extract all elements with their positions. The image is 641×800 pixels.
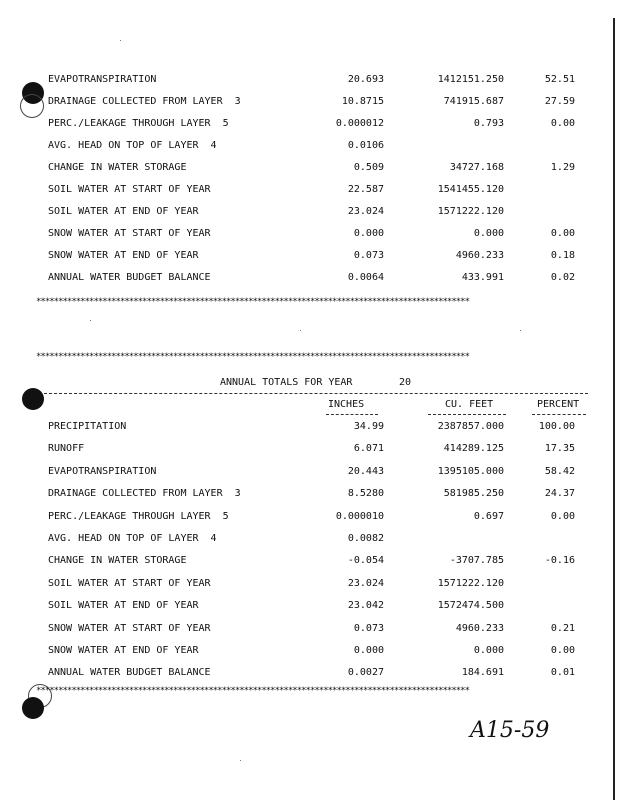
row-label: SOIL WATER AT START OF YEAR bbox=[48, 184, 211, 195]
cuft-value: 1541455.120 bbox=[437, 184, 504, 195]
inches-value: 10.8715 bbox=[341, 96, 384, 107]
row-label: RUNOFF bbox=[48, 443, 85, 455]
percent-value: 24.37 bbox=[544, 488, 575, 500]
row-label: SOIL WATER AT END OF YEAR bbox=[48, 206, 199, 217]
separator-stars: ************************************************************************************************** bbox=[36, 297, 470, 307]
row-label: DRAINAGE COLLECTED FROM LAYER 3 bbox=[48, 488, 241, 500]
scan-speck bbox=[520, 330, 521, 331]
inches-value: 6.071 bbox=[353, 443, 384, 455]
scan-speck bbox=[240, 760, 241, 761]
percent-value: 0.00 bbox=[550, 510, 575, 522]
cuft-value: 4960.233 bbox=[455, 622, 504, 634]
inches-value: 23.024 bbox=[347, 577, 384, 589]
column-headers bbox=[0, 399, 641, 413]
cuft-value: 1572474.500 bbox=[437, 600, 504, 612]
percent-value: 0.01 bbox=[550, 667, 575, 679]
handwritten-page-number: A15-59 bbox=[470, 718, 550, 743]
table-row bbox=[0, 206, 641, 220]
table-row bbox=[0, 140, 641, 154]
inches-value: 22.587 bbox=[347, 184, 384, 195]
row-label: PERC./LEAKAGE THROUGH LAYER 5 bbox=[48, 118, 229, 129]
cuft-value: 0.000 bbox=[473, 228, 504, 239]
annual-year: 20 bbox=[399, 377, 412, 388]
table-row bbox=[0, 511, 641, 525]
cuft-value: 741915.687 bbox=[443, 96, 504, 107]
percent-value: 0.00 bbox=[550, 118, 575, 129]
inches-value: 0.509 bbox=[353, 162, 384, 173]
row-label: PRECIPITATION bbox=[48, 421, 127, 432]
inches-value: 23.042 bbox=[347, 600, 384, 612]
inches-value: 0.000012 bbox=[335, 118, 384, 129]
annual-title-text: ANNUAL TOTALS FOR YEAR bbox=[220, 377, 353, 388]
scan-speck bbox=[120, 40, 121, 41]
row-label: SNOW WATER AT START OF YEAR bbox=[48, 228, 211, 239]
header-rule-percent bbox=[532, 414, 586, 415]
row-label: SNOW WATER AT START OF YEAR bbox=[48, 622, 211, 634]
cuft-value: 184.691 bbox=[461, 667, 504, 679]
cuft-value: 34727.168 bbox=[449, 162, 504, 173]
separator-stars: ************************************************************************************************** bbox=[36, 352, 470, 362]
inches-value: 0.000010 bbox=[335, 510, 384, 522]
cuft-value: 2387857.000 bbox=[437, 421, 504, 432]
table-row bbox=[0, 555, 641, 569]
cuft-value: 581985.250 bbox=[443, 488, 504, 500]
inches-value: 0.0106 bbox=[347, 140, 384, 151]
row-label: PERC./LEAKAGE THROUGH LAYER 5 bbox=[48, 510, 229, 522]
table-row bbox=[0, 228, 641, 242]
row-label: AVG. HEAD ON TOP OF LAYER 4 bbox=[48, 533, 217, 544]
inches-value: 0.0027 bbox=[347, 667, 384, 679]
row-label: ANNUAL WATER BUDGET BALANCE bbox=[48, 667, 211, 679]
col-inches-header: INCHES bbox=[328, 399, 365, 410]
percent-value: 0.00 bbox=[550, 228, 575, 239]
cuft-value: 0.793 bbox=[473, 118, 504, 129]
percent-value: 1.29 bbox=[550, 162, 575, 173]
cuft-value: 414289.125 bbox=[443, 443, 504, 455]
inches-value: 23.024 bbox=[347, 206, 384, 217]
table-row bbox=[0, 600, 641, 614]
table-row bbox=[0, 667, 641, 681]
row-label: CHANGE IN WATER STORAGE bbox=[48, 162, 187, 173]
percent-value: 17.35 bbox=[544, 443, 575, 455]
inches-value: 0.000 bbox=[353, 228, 384, 239]
row-label: EVAPOTRANSPIRATION bbox=[48, 74, 157, 85]
table-row bbox=[0, 162, 641, 176]
inches-value: 8.5280 bbox=[347, 488, 384, 500]
percent-value: -0.16 bbox=[544, 555, 575, 567]
cuft-value: -3707.785 bbox=[449, 555, 504, 567]
table-row bbox=[0, 443, 641, 457]
percent-value: 52.51 bbox=[544, 74, 575, 85]
inches-value: 20.693 bbox=[347, 74, 384, 85]
table-row bbox=[0, 96, 641, 110]
inches-value: 20.443 bbox=[347, 465, 384, 477]
cuft-value: 1571222.120 bbox=[437, 206, 504, 217]
row-label: SOIL WATER AT START OF YEAR bbox=[48, 577, 211, 589]
col-percent-header: PERCENT bbox=[537, 399, 580, 410]
table-row bbox=[0, 74, 641, 88]
row-label: SOIL WATER AT END OF YEAR bbox=[48, 600, 199, 612]
percent-value: 27.59 bbox=[544, 96, 575, 107]
scan-speck bbox=[300, 330, 301, 331]
percent-value: 0.00 bbox=[550, 645, 575, 656]
percent-value: 0.21 bbox=[550, 622, 575, 634]
table-row bbox=[0, 466, 641, 480]
cuft-value: 4960.233 bbox=[455, 250, 504, 261]
inches-value: 0.000 bbox=[353, 645, 384, 656]
inches-value: 0.073 bbox=[353, 622, 384, 634]
table-row bbox=[0, 645, 641, 659]
col-cuft-header: CU. FEET bbox=[445, 399, 494, 410]
percent-value: 58.42 bbox=[544, 465, 575, 477]
row-label: EVAPOTRANSPIRATION bbox=[48, 465, 157, 477]
inches-value: 0.0064 bbox=[347, 272, 384, 283]
row-label: SNOW WATER AT END OF YEAR bbox=[48, 250, 199, 261]
table-row bbox=[0, 272, 641, 286]
title-underline bbox=[44, 393, 588, 394]
header-rule-cuft bbox=[428, 414, 506, 415]
inches-value: 0.073 bbox=[353, 250, 384, 261]
cuft-value: 433.991 bbox=[461, 272, 504, 283]
header-rule-inches bbox=[326, 414, 378, 415]
inches-value: 34.99 bbox=[353, 421, 384, 432]
percent-value: 0.02 bbox=[550, 272, 575, 283]
table-row bbox=[0, 184, 641, 198]
row-label: DRAINAGE COLLECTED FROM LAYER 3 bbox=[48, 96, 241, 107]
table-row bbox=[0, 623, 641, 637]
cuft-value: 1412151.250 bbox=[437, 74, 504, 85]
table-row bbox=[0, 250, 641, 264]
table-row bbox=[0, 533, 641, 547]
row-label: AVG. HEAD ON TOP OF LAYER 4 bbox=[48, 140, 217, 151]
table-row bbox=[0, 118, 641, 132]
scan-speck bbox=[90, 320, 91, 321]
cuft-value: 0.697 bbox=[473, 510, 504, 522]
inches-value: -0.054 bbox=[347, 555, 384, 567]
row-label: SNOW WATER AT END OF YEAR bbox=[48, 645, 199, 656]
cuft-value: 1571222.120 bbox=[437, 577, 504, 589]
cuft-value: 0.000 bbox=[473, 645, 504, 656]
row-label: ANNUAL WATER BUDGET BALANCE bbox=[48, 272, 211, 283]
separator-stars: ************************************************************************************************** bbox=[36, 686, 470, 696]
row-label: CHANGE IN WATER STORAGE bbox=[48, 555, 187, 567]
table-row bbox=[0, 488, 641, 502]
cuft-value: 1395105.000 bbox=[437, 465, 504, 477]
inches-value: 0.0082 bbox=[347, 533, 384, 544]
table-row bbox=[0, 421, 641, 435]
table-row bbox=[0, 578, 641, 592]
percent-value: 0.18 bbox=[550, 250, 575, 261]
punch-hole-icon bbox=[22, 697, 44, 719]
percent-value: 100.00 bbox=[538, 421, 575, 432]
